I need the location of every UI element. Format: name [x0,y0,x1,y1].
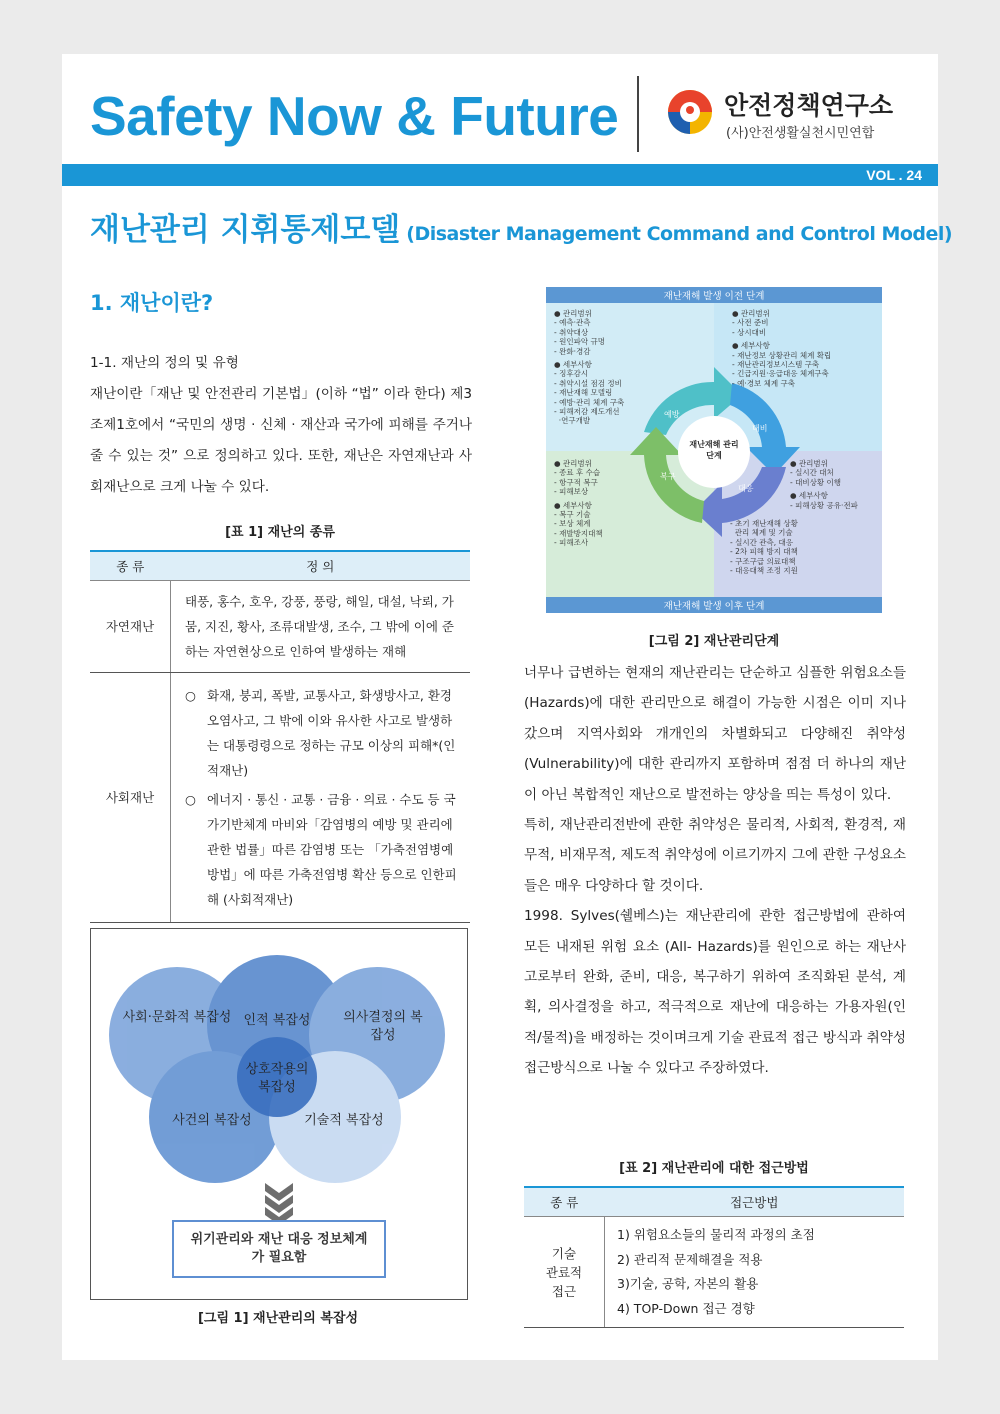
figure1-complexity-diagram [90,928,468,1300]
top-band-label: 재난재해 발생 이전 단계 [663,291,765,302]
response-detail-text: - 초기 재난재해 상황 관리 체계 및 기술 - 실시간 관측, 대응 - 2차 피해 방지 대책 - 구조구급 의료대책 - 대응대책 조정 지원 [730,519,798,576]
prevention-text: ● 관리범위 - 예측·관측 - 취약대상 - 원인파악 규명 - 완화·경감 ● 세부사항 - 징후감시 - 취약시설 점검 정비 - 재난재해 모델링 - 예방·관리 체계 구축 - 피해저감 제도개선 ·연구개발 [554,309,625,426]
paragraph: 1998. Sylves(쉘베스)는 재난관리에 관한 접근방법에 관하여 모든 내재된 위험 요소 (All- Hazards)를 원인으로 하는 재난사고로부터 완화, 준비, 대응, 복구하기 위하여 조직화된 분석, 계획, 의사결정을 하고, 적극적으로 재난에 대응하는 가용자원(인적/물적)을 배정하는 것이며크게 기술 관료적 접근 방식과 취약성 접근방식으로 나눌 수 있다고 주장하였다. [524,908,906,1077]
circle-label: 기술적 복잡성 [304,1113,384,1128]
circle-label: 인적 복잡성 [243,1013,311,1028]
conclusion-text: 위기관리와 재난 대응 정보체계가 필요함 [190,1232,368,1265]
approach-table [524,1186,904,1328]
title-korean: 재난관리 지휘통제모델 [90,212,401,248]
response-scope-text: ● 관리범위 - 실시간 대처 - 대비상황 이행 ● 세부사항 - 피해상황 공유·전파 [790,459,858,510]
section-body [90,348,472,503]
row-type: 기술 관료적 접근 [524,1217,605,1328]
phase-preparedness: 대비 [752,424,768,433]
disaster-types-table [90,550,470,923]
circle-label: 사건의 복잡성 [172,1113,252,1128]
right-column-text [524,658,906,1084]
circle-label: 의사결정의 복잡성 [343,1010,423,1043]
table-row [90,673,470,923]
table-row [524,1217,904,1328]
institute-logo-icon [666,88,714,136]
row-approach [605,1217,905,1328]
bottom-band-label: 재난재해 발생 이후 단계 [663,601,765,612]
masthead-title: Safety Now & Future [90,85,619,147]
definition-paragraph: 재난이란「재난 및 안전관리 기본법」(이하 “법” 이라 한다) 제3조제1호에서 “국민의 생명 · 신체 · 재산과 국가에 피해를 주거나 줄 수 있는 것” 으로 정의하고 있다. 또한, 재난은 자연재난과 사회재난으로 크게 나눌 수 있다. [90,386,472,495]
list-item: 2) 관리적 문제해결을 적용 [617,1251,763,1267]
circle-bullet-icon: ○ [185,688,196,703]
table1-header-type: 종 류 [90,551,171,581]
table2-header-type: 종 류 [524,1187,605,1217]
table1-caption: [표 1] 재난의 종류 [225,525,335,540]
volume-label: VOL . 24 [866,167,922,183]
preparedness-text: ● 관리범위 - 사전 준비 - 상시대비 ● 세부사항 - 재난정보 상황관리 체계 확립 - 재난관리정보시스템 구축 - 긴급지원·응급대응 체계구축 - 예·경보 체계 구축 [732,309,832,388]
paragraph: 특히, 재난관리전반에 관한 취약성은 물리적, 사회적, 환경적, 재무적, 비재무적, 제도적 취약성에 이르기까지 그에 관한 구성요소들은 매우 다양하다 할 것이다. [524,817,906,894]
recovery-text: ● 관리범위 - 종료 후 수습 - 항구적 복구 - 피해보상 ● 세부사항 - 복구 기술 - 보상 체계 - 재발방지대책 - 피해조사 [554,459,603,548]
list-item: 3)기술, 공학, 자본의 활용 [617,1276,759,1291]
figure2-management-stages [546,287,882,613]
circle-bullet-icon: ○ [185,792,196,807]
subheading: 1-1. 재난의 정의 및 유형 [90,355,239,371]
list-item: ○ 에너지 · 통신 · 교통 · 금융 · 의료 · 수도 등 국가기반체계 마비와「감염병의 예방 및 관리에 관한 법률」따른 감염병 또는 「가축전염병예방법」에 따른 가축전염병 확산 등으로 인한피해 (사회적재난) [179,787,462,912]
paragraph: 너무나 급변하는 현재의 재난관리는 단순하고 심플한 위험요소들(Hazards)에 대한 관리만으로 해결이 가능한 시점은 이미 지나갔으며 지역사회와 개개인의 차별화되고 다양해진 취약성(Vulnerability)에 대한 관리까지 포함하며 점점 더 하나의 재난이 아닌 복합적인 재난으로 발전하는 양상을 띄는 특성이 있다. [524,665,906,803]
figure1-caption: [그림 1] 재난관리의 복잡성 [197,1311,359,1326]
list-item: 1) 위험요소들의 물리적 과정의 초점 [617,1227,815,1242]
header-bar [62,164,938,186]
table2-header-approach: 접근방법 [605,1187,905,1217]
phase-prevention: 예방 [664,410,680,419]
org-name: 안전정책연구소 [724,91,894,120]
table-row [90,581,470,673]
figure2-caption: [그림 2] 재난관리단계 [648,634,780,649]
row-definition: 태풍, 홍수, 호우, 강풍, 풍랑, 해일, 대설, 낙뢰, 가뭄, 지진, 황사, 조류대발생, 조수, 그 밖에 이에 준하는 자연현상으로 인하여 발생하는 재해 [171,581,471,673]
circle-label: 사회·문화적 복잡성 [122,1010,232,1025]
header-divider [637,76,639,152]
phase-response: 대응 [738,484,754,493]
table2-caption: [표 2] 재난관리에 대한 접근방법 [619,1161,809,1176]
page [62,54,953,1360]
section-heading: 1. 재난이란? [90,291,214,315]
title-english: (Disaster Management Command and Control Model) [406,223,953,245]
row-type: 자연재난 [90,581,171,673]
row-type: 사회재난 [90,673,171,923]
org-subtitle: (사)안전생활실천시민연합 [726,126,875,141]
table1-header-definition: 정 의 [171,551,471,581]
list-item: 4) TOP-Down 접근 경향 [617,1300,755,1316]
phase-recovery: 복구 [660,472,676,481]
row-definition [171,673,471,923]
article-title [90,204,952,249]
center-label: 재난재해 관리 단계 [689,440,739,460]
circle-label: 상호작용의 복잡성 [245,1062,309,1095]
list-item: ○ 화재, 붕괴, 폭발, 교통사고, 화생방사고, 환경오염사고, 그 밖에 이와 유사한 사고로 발생하는 대통령령으로 정하는 규모 이상의 피해*(인적재난) [179,683,462,783]
chevron-down-icon [265,1183,293,1225]
